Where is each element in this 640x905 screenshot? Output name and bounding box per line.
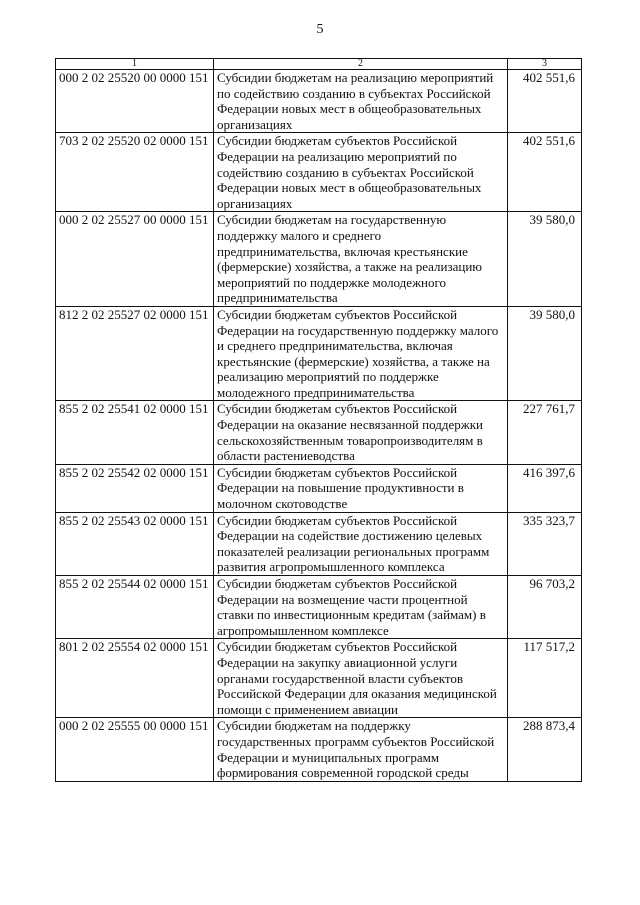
budget-code-cell: 855 2 02 25544 02 0000 151 — [56, 576, 214, 639]
description-cell: Субсидии бюджетам на государственную поддержку малого и среднего предпринимательства, включая крестьянские (фермерские) хозяйства, а также на реализацию мероприятий по поддержке молодежного предпринимательства — [214, 212, 508, 307]
description-cell: Субсидии бюджетам субъектов Российской Федерации на реализацию мероприятий по содействию созданию в субъектах Российской Федерации новых мест в общеобразовательных организациях — [214, 133, 508, 212]
table-row — [56, 306, 582, 401]
table-row — [56, 639, 582, 718]
column-number-2: 2 — [214, 59, 508, 70]
table-row — [56, 212, 582, 307]
budget-code-cell: 855 2 02 25543 02 0000 151 — [56, 512, 214, 575]
amount-cell: 96 703,2 — [508, 576, 582, 639]
amount-cell: 402 551,6 — [508, 133, 582, 212]
description-cell: Субсидии бюджетам субъектов Российской Федерации на возмещение части процентной ставки по инвестиционным кредитам (займам) в агропромышленном комплексе — [214, 576, 508, 639]
column-number-1: 1 — [56, 59, 214, 70]
description-cell: Субсидии бюджетам субъектов Российской Федерации на оказание несвязанной поддержки сельскохозяйственным товаропроизводителям в области растениеводства — [214, 401, 508, 464]
column-number-3: 3 — [508, 59, 582, 70]
amount-cell: 416 397,6 — [508, 464, 582, 512]
budget-code-cell: 812 2 02 25527 02 0000 151 — [56, 306, 214, 401]
budget-code-cell: 801 2 02 25554 02 0000 151 — [56, 639, 214, 718]
description-cell: Субсидии бюджетам на поддержку государственных программ субъектов Российской Федерации и муниципальных программ формирования современной городской среды — [214, 718, 508, 781]
amount-cell: 117 517,2 — [508, 639, 582, 718]
budget-code-cell: 855 2 02 25541 02 0000 151 — [56, 401, 214, 464]
table-row — [56, 718, 582, 781]
table-row — [56, 401, 582, 464]
table-row — [56, 512, 582, 575]
table-row — [56, 70, 582, 133]
budget-code-cell: 000 2 02 25527 00 0000 151 — [56, 212, 214, 307]
budget-table-body — [56, 59, 582, 782]
budget-code-cell: 703 2 02 25520 02 0000 151 — [56, 133, 214, 212]
page-number: 5 — [316, 22, 324, 37]
budget-code-cell: 000 2 02 25520 00 0000 151 — [56, 70, 214, 133]
table-row — [56, 464, 582, 512]
description-cell: Субсидии бюджетам субъектов Российской Федерации на повышение продуктивности в молочном скотоводстве — [214, 464, 508, 512]
amount-cell: 288 873,4 — [508, 718, 582, 781]
amount-cell: 227 761,7 — [508, 401, 582, 464]
amount-cell: 39 580,0 — [508, 306, 582, 401]
amount-cell: 335 323,7 — [508, 512, 582, 575]
description-cell: Субсидии бюджетам субъектов Российской Федерации на содействие достижению целевых показателей реализации региональных программ развития агропромышленного комплекса — [214, 512, 508, 575]
description-cell: Субсидии бюджетам субъектов Российской Федерации на государственную поддержку малого и среднего предпринимательства, включая крестьянские (фермерские) хозяйства, а также на реализацию мероприятий по поддержке молодежного предпринимательства — [214, 306, 508, 401]
description-cell: Субсидии бюджетам на реализацию мероприятий по содействию созданию в субъектах Российской Федерации новых мест в общеобразовательных организациях — [214, 70, 508, 133]
column-number-row — [56, 59, 582, 70]
table-row — [56, 133, 582, 212]
budget-code-cell: 855 2 02 25542 02 0000 151 — [56, 464, 214, 512]
amount-cell: 39 580,0 — [508, 212, 582, 307]
table-row — [56, 576, 582, 639]
budget-code-cell: 000 2 02 25555 00 0000 151 — [56, 718, 214, 781]
budget-table — [55, 58, 582, 782]
description-cell: Субсидии бюджетам субъектов Российской Федерации на закупку авиационной услуги органами государственной власти субъектов Российской Федерации для оказания медицинской помощи с применением авиации — [214, 639, 508, 718]
amount-cell: 402 551,6 — [508, 70, 582, 133]
